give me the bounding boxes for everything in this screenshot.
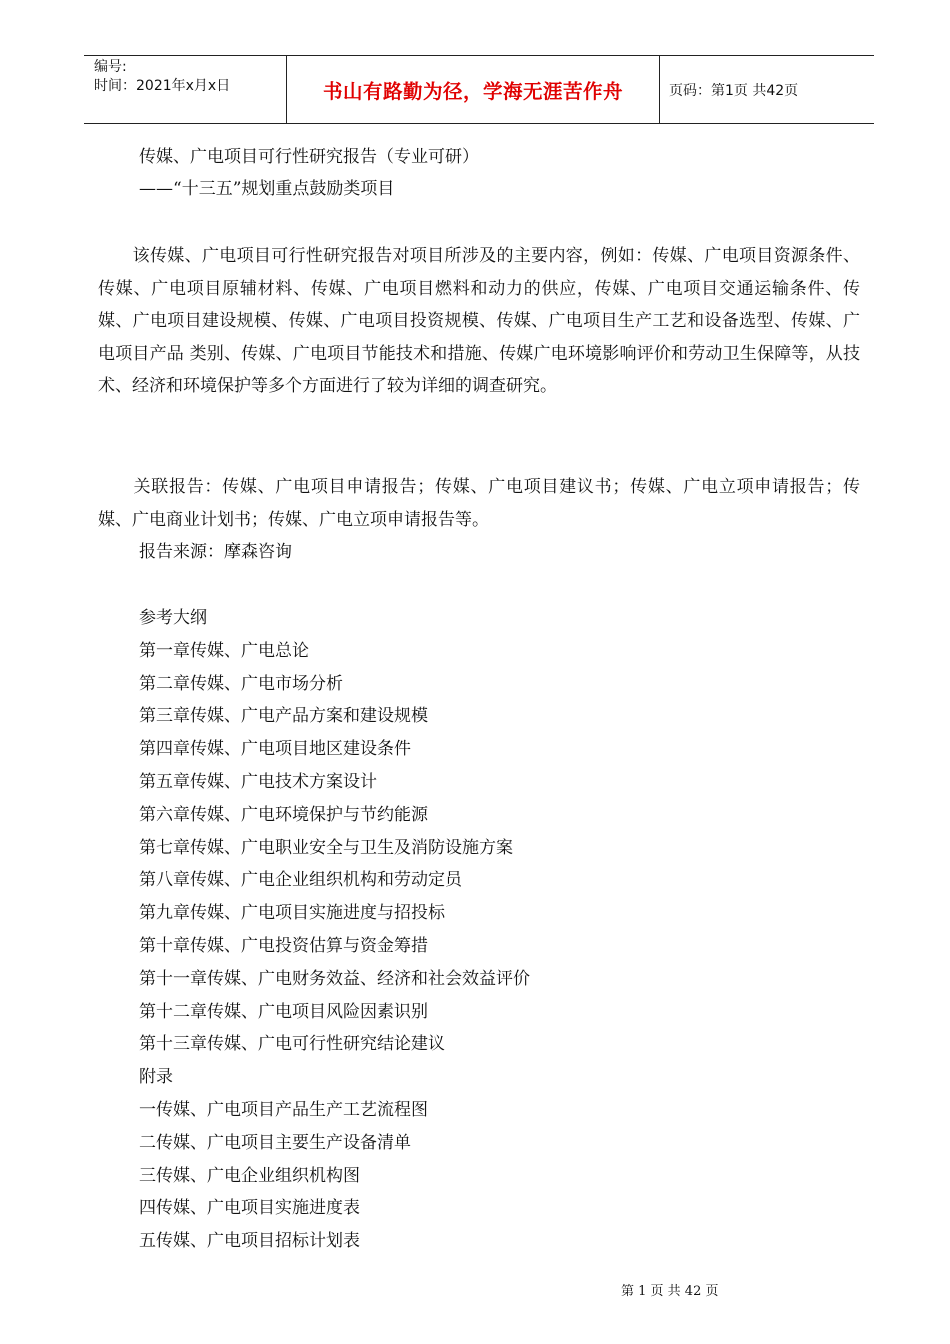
outline-item: 第三章传媒、广电产品方案和建设规模: [139, 706, 428, 727]
report-title: 传媒、广电项目可行性研究报告（专业可研）: [139, 147, 479, 167]
outline-item: 第七章传媒、广电职业安全与卫生及消防设施方案: [139, 837, 513, 858]
report-subtitle: ——“十三五”规划重点鼓励类项目: [139, 179, 395, 199]
outline-item: 第十二章传媒、广电项目风险因素识别: [139, 1001, 428, 1022]
outline-item: 第九章传媒、广电项目实施进度与招投标: [139, 903, 445, 924]
document-number-label: 编号:: [94, 59, 127, 75]
outline-item: 第四章传媒、广电项目地区建设条件: [139, 739, 411, 760]
outline-item: 第十三章传媒、广电可行性研究结论建议: [139, 1034, 445, 1055]
appendix-item: 四传媒、广电项目实施进度表: [139, 1198, 360, 1219]
outline-item: 第五章传媒、广电技术方案设计: [139, 771, 377, 792]
appendix-item: 一传媒、广电项目产品生产工艺流程图: [139, 1099, 428, 1120]
outline-item: 第八章传媒、广电企业组织机构和劳动定员: [139, 870, 462, 891]
appendix-item: 五传媒、广电项目招标计划表: [139, 1231, 360, 1252]
outline-item: 第十一章传媒、广电财务效益、经济和社会效益评价: [139, 968, 530, 989]
related-reports: 关联报告：传媒、广电项目申请报告；传媒、广电项目建议书；传媒、广电立项申请报告；传媒、广电商业计划书；传媒、广电立项申请报告等。: [98, 477, 860, 530]
outline-item: 第六章传媒、广电环境保护与节约能源: [139, 804, 428, 825]
header-page-info: 页码：第1页 共42页: [669, 82, 799, 99]
appendix-heading: 附录: [139, 1067, 173, 1088]
document-header: [84, 55, 874, 124]
header-meta: [94, 58, 284, 96]
intro-paragraph: 该传媒、广电项目可行性研究报告对项目所涉及的主要内容，例如：传媒、广电项目资源条件、传媒、广电项目原辅材料、传媒、广电项目燃料和动力的供应，传媒、广电项目交通运输条件、传媒、广电项目建设规模、传媒、广电项目投资规模、传媒、广电项目生产工艺和设备选型、传媒、广电项目产品 类别、传媒、广电项目节能技术和措施、传媒广电环境影响评价和劳动卫生保障等，从技术、经济和环境保护等多个方面进行了较为详细的调查研究。: [98, 246, 860, 396]
header-divider: [659, 56, 660, 123]
report-source: 报告来源：摩森咨询: [139, 542, 292, 562]
outline-item: 第二章传媒、广电市场分析: [139, 673, 343, 694]
header-motto: 书山有路勤为径，学海无涯苦作舟: [322, 79, 623, 103]
document-time: 时间：2021年x月x日: [94, 78, 231, 94]
outline-list: [139, 606, 530, 1262]
appendix-item: 二传媒、广电项目主要生产设备清单: [139, 1132, 411, 1153]
outline-item: 第十章传媒、广电投资估算与资金筹措: [139, 935, 428, 956]
page-footer: 第 1 页 共 42 页: [621, 1284, 719, 1299]
appendix-item: 三传媒、广电企业组织机构图: [139, 1165, 360, 1186]
outline-heading: 参考大纲: [139, 608, 207, 628]
outline-item: 第一章传媒、广电总论: [139, 640, 309, 661]
